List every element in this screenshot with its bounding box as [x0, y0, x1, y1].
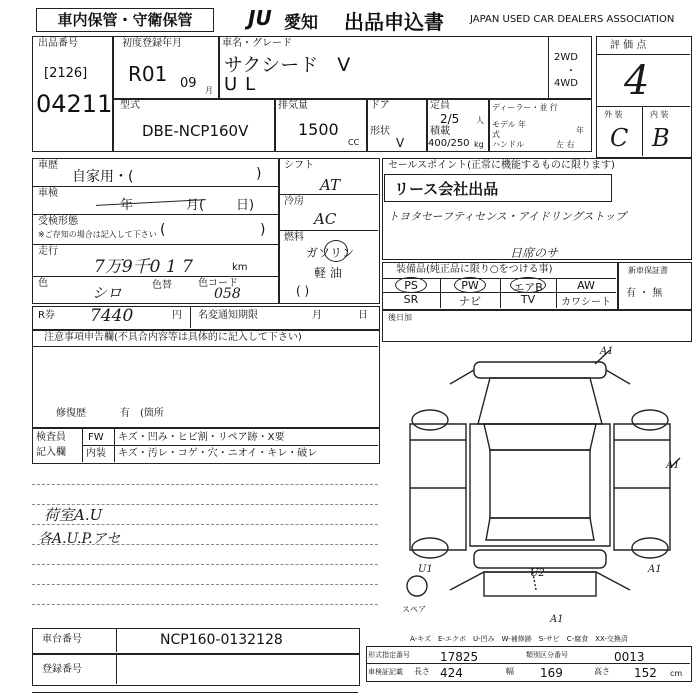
reg-number-label: 登録番号	[42, 664, 82, 675]
color-value: シロ	[92, 284, 123, 302]
fuel-gasoline-circle	[324, 240, 348, 262]
receipt-label: 受検形態	[38, 216, 78, 227]
equipment-airbag: エアB	[513, 281, 543, 294]
tax-amount: 7440	[90, 306, 134, 326]
mileage-unit: km	[232, 262, 248, 273]
post-attach-label: 後日加	[388, 313, 412, 322]
mileage-label: 走行	[38, 246, 58, 257]
capacity-label: 定員	[430, 100, 450, 111]
registration-month: 09	[180, 76, 197, 91]
equipment-sr: SR	[403, 293, 419, 306]
class-label: 類別区分番号	[526, 651, 568, 659]
diagram-right-side	[614, 424, 670, 550]
selling-handwritten-2: 日席のサ	[510, 246, 559, 260]
color-change-label: 色替	[152, 280, 172, 291]
diagram-left-side	[410, 424, 466, 550]
inspection-day: 日)	[236, 198, 255, 213]
displacement-label: 排気量	[278, 100, 308, 111]
model-value: DBE-NCP160V	[142, 122, 249, 140]
spec-value: 17825	[440, 650, 479, 664]
note-hand-1: 荷室A.U	[44, 506, 103, 524]
inspector-label: 検査員	[36, 432, 66, 443]
ac-value: AC	[314, 210, 337, 228]
diagram-roof	[490, 450, 590, 518]
handle-label: ハンドル	[492, 140, 524, 149]
org-name: 愛知	[284, 13, 318, 33]
usage-label: 車歴	[38, 160, 58, 171]
diagram-mark-0: A1	[600, 346, 614, 357]
displacement-unit: CC	[348, 138, 360, 147]
length-value: 424	[440, 666, 463, 680]
registration-label: 初度登録年月	[122, 38, 182, 49]
diagram-windshield	[484, 424, 596, 450]
model-label: 型式	[120, 100, 140, 111]
fuel-label: 燃料	[284, 232, 304, 243]
capacity-value: 2/5	[440, 112, 460, 126]
fuel-light-oil: 軽 油	[314, 266, 342, 280]
lot-label: 出品番号	[38, 38, 78, 49]
row2-type: 内装	[86, 448, 106, 459]
post-attach-box	[382, 310, 692, 342]
class-value: 0013	[614, 650, 645, 664]
diagram-front-bumper	[474, 362, 606, 378]
color-code-label: 色コード	[198, 278, 238, 289]
fuel-gasoline: ガソリン	[306, 246, 355, 260]
height-label: 高さ	[594, 667, 610, 676]
drive-4wd-label: 4WD	[554, 78, 578, 89]
width-value: 169	[540, 666, 563, 680]
equipment-leather-seat: カワシート	[561, 297, 611, 308]
diagram-wheel-fl	[412, 410, 448, 430]
lot-bracket-code: [2126]	[44, 66, 88, 81]
warranty-label: 新車保証書	[628, 266, 668, 275]
shift-value: AT	[320, 176, 341, 194]
equipment-ps-circle	[395, 277, 427, 293]
selling-points-label: セールスポイント(正常に機能するものに限ります)	[388, 160, 615, 171]
diagram-left-front-door	[410, 440, 466, 488]
receipt-open: (	[160, 222, 166, 238]
tax-label: R券	[38, 310, 55, 321]
diagram-body	[470, 424, 610, 546]
diagram-mark-5: A1	[550, 614, 564, 625]
tax-unit: 円	[172, 310, 182, 321]
diagram-wheel-fr	[632, 410, 668, 430]
car-damage-diagram	[380, 340, 690, 640]
registration-year: R01	[128, 62, 168, 86]
equipment-aw: AW	[577, 279, 595, 292]
model-year-unit: 年	[576, 126, 584, 135]
equipment-tv: TV	[520, 293, 536, 306]
inspection-month: 月(	[186, 198, 205, 213]
exterior-label: 外 装	[604, 110, 623, 119]
rating-score: 4	[624, 58, 650, 104]
ac-label: 冷房	[284, 196, 304, 207]
form-title: 出品申込書	[344, 10, 444, 34]
repair-suffix: (箇所	[140, 408, 164, 419]
deadline-day: 日	[358, 310, 368, 321]
inspection-label: 車検	[38, 188, 58, 199]
color-code-value: 058	[214, 286, 241, 302]
dimension-unit: cm	[670, 669, 683, 678]
receipt-note: ※ご存知の場合は記入して下さい	[38, 230, 157, 239]
load-label: 積載	[430, 126, 450, 137]
interior-label: 内 装	[650, 110, 669, 119]
load-unit: kg	[474, 140, 484, 149]
row1-type: FW	[88, 432, 104, 443]
door-label: ドア	[370, 100, 390, 111]
selling-headline: リース会社出品	[394, 180, 499, 198]
diagram-mark-4: U2	[530, 568, 545, 579]
shape-value: V	[396, 136, 405, 150]
handle-options: 左 右	[556, 140, 575, 149]
note-hand-2: 各A.U.P.アセ	[38, 531, 121, 547]
receipt-close: )	[260, 222, 266, 238]
rating-label: 評 価 点	[610, 40, 647, 51]
mileage-value: 7万9千0 1 7	[94, 257, 193, 277]
vehicle-name: サクシード V	[224, 54, 351, 76]
length-label: 長さ	[414, 667, 430, 676]
damage-legend: A-キズ E-エクボ U-凹み W-補修跡 S-サビ C-腐食 XX-交換済	[410, 635, 628, 643]
ref-label: 車検証記載	[368, 668, 403, 676]
drive-4wd: ・	[566, 66, 576, 77]
vehicle-grade: UL	[224, 74, 264, 95]
exterior-grade: C	[610, 124, 629, 152]
row1-items: キズ・凹み・ヒビ割・リペア跡・X要	[118, 432, 285, 443]
diagram-wheel-rr	[632, 538, 668, 558]
shift-label: シフト	[284, 160, 314, 171]
equipment-navi: ナビ	[459, 295, 481, 308]
equipment-pw-circle	[454, 277, 486, 293]
warranty-options: 有 ・ 無	[626, 288, 663, 299]
association-name: JAPAN USED CAR DEALERS ASSOCIATION	[470, 14, 675, 25]
color-label: 色	[38, 278, 48, 289]
vehicle-name-label: 車名・グレード	[222, 38, 292, 49]
height-value: 152	[634, 666, 657, 680]
repair-label: 修復歴	[56, 408, 86, 419]
entry-label: 記入欄	[36, 447, 66, 458]
notes-label: 注意事項申告欄(不具合内容等は具体的に記入して下さい)	[44, 332, 302, 343]
lot-number: 04211	[36, 90, 113, 118]
fuel-paren: ( )	[296, 284, 310, 298]
repair-value: 有	[120, 408, 130, 419]
equipment-pw: PW	[461, 279, 479, 292]
usage-close: )	[256, 166, 262, 182]
chassis-label: 車台番号	[42, 634, 82, 645]
chassis-value: NCP160-0132128	[160, 632, 283, 648]
diagram-hood	[478, 378, 602, 424]
repair-suffix-text: 箇所	[143, 408, 164, 419]
inspection-year: 年	[120, 198, 134, 213]
equipment-airbag-circle	[510, 277, 546, 293]
deadline-month: 月	[312, 310, 322, 321]
deadline-label: 名変通知期限	[198, 310, 258, 321]
equipment-ps: PS	[404, 279, 418, 292]
drive-2wd: 2WD	[554, 52, 578, 63]
interior-grade: B	[652, 124, 670, 152]
shape-label: 形状	[370, 126, 390, 137]
load-value: 400/250	[428, 138, 470, 149]
usage-value: 自家用・(	[72, 169, 134, 185]
width-label: 幅	[506, 667, 514, 676]
registration-month-unit: 月	[205, 86, 213, 95]
diagram-mark-1: A1	[666, 460, 680, 471]
diagram-mark-3: U1	[418, 564, 433, 575]
diagram-right-front-door	[614, 440, 670, 488]
selling-handwritten-1: トヨタセーフティセンス・アイドリングストップ	[388, 210, 627, 223]
diagram-spare	[407, 576, 427, 596]
row2-items: キズ・汚レ・コゲ・穴・ニオイ・キレ・破レ	[118, 448, 318, 459]
equipment-label: 装備品(純正品に限り○をつける事)	[396, 264, 553, 275]
diagram-rear-bumper	[474, 550, 606, 568]
diagram-rear-glass	[486, 518, 594, 540]
ju-logo: JU	[248, 6, 272, 30]
diagram-mark-2: A1	[648, 564, 662, 575]
diagram-wheel-rl	[412, 538, 448, 558]
capacity-unit: 人	[476, 116, 484, 125]
spare-label: スペア	[402, 605, 426, 614]
model-year-label: モデル 年式	[492, 120, 527, 139]
spec-label: 形式指定番号	[368, 651, 410, 659]
displacement-value: 1500	[298, 120, 339, 139]
dealer-label: ディーラー・並 行	[492, 103, 558, 112]
storage-label: 車内保管・守衛保管	[36, 8, 214, 32]
